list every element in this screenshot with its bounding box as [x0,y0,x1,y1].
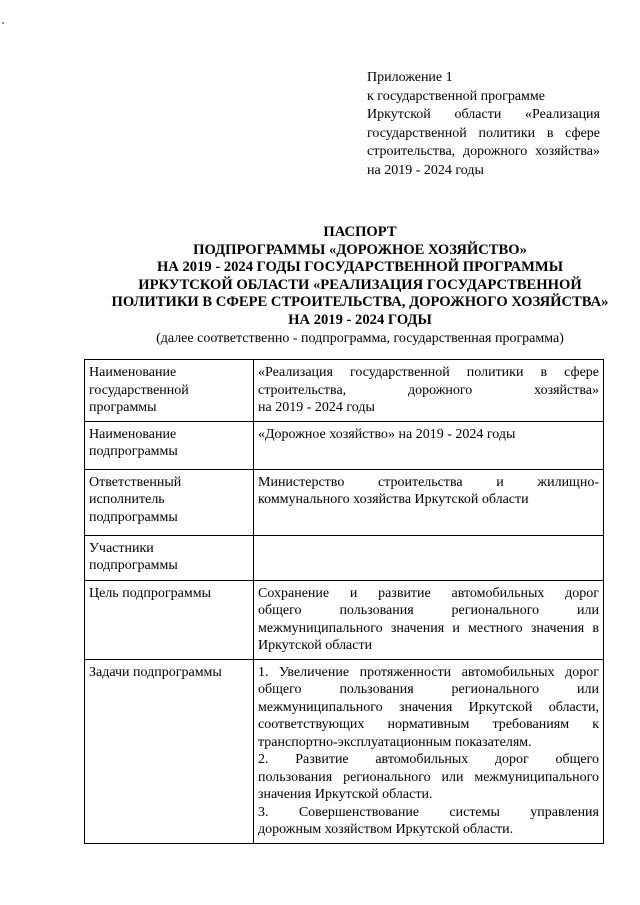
row-label [85,535,254,580]
document-subtitle: (далее соответственно - подпрограмма, государственная программа) [156,331,564,346]
row-label-line: Участники [89,540,154,556]
row-label [85,659,254,843]
row-value-line: «Дорожное хозяйство» на 2019 - 2024 годы [258,426,516,442]
appendix-line: государственной политики в сфере [367,125,600,141]
document-title [70,224,640,329]
row-label-line: Ответственный [89,474,182,490]
row-label [85,360,254,422]
row-value [254,659,604,843]
title-line: НА 2019 - 2024 ГОДЫ ГОСУДАРСТВЕННОЙ ПРОГРАММЫ [156,259,564,275]
table-row [85,659,604,843]
row-label [85,580,254,659]
appendix-line: Приложение 1 [367,70,453,85]
title-line: НА 2019 - 2024 ГОДЫ [288,311,432,328]
row-value-line: 3. Совершенствование системы управления [258,804,599,820]
row-value-line: межмуниципального значения и местного значения в [258,620,599,636]
table-row [85,580,604,659]
row-label-line: Задачи подпрограммы [89,664,222,680]
title-line: ПОДПРОГРАММЫ «ДОРОЖНОЕ ХОЗЯЙСТВО» [193,241,527,258]
title-line: ИРКУТСКОЙ ОБЛАСТИ «РЕАЛИЗАЦИЯ ГОСУДАРСТВЕННОЙ [138,276,582,293]
row-label-line: Цель подпрограммы [89,585,211,601]
row-value-line: Сохранение и развитие автомобильных дорог [258,585,599,601]
appendix-line: строительства, дорожного хозяйства» [367,144,600,159]
table-row [85,360,604,422]
row-value [254,535,604,580]
row-value-line: межмуниципального значения Иркутской области, [258,699,599,715]
row-label-line: государственной [89,382,189,398]
row-value-line: 2. Развитие автомобильных дорог общего [258,752,599,767]
row-value [254,469,604,535]
row-value-line: транспортно-эксплуатационным показателям. [258,734,532,750]
row-value-line: «Реализация государственной политики в сфере [258,365,599,380]
row-label [85,469,254,535]
row-value [254,421,604,469]
appendix-line: Иркутской области «Реализация [367,107,600,122]
row-label-line: подпрограммы [89,558,178,573]
row-label-line: Наименование [89,426,177,442]
row-value-line: строительства, дорожного хозяйства» [258,382,599,398]
appendix-line: к государственной программе [367,88,545,104]
row-value-line: Иркутской области [258,638,373,653]
row-value-line: дорожным хозяйством Иркутской области. [258,822,514,837]
row-value-line: значения Иркутской области. [258,787,433,802]
row-value-line: 1. Увеличение протяженности автомобильных дорог [258,664,599,680]
row-value-line: соответствующих нормативным требованиям к [258,717,599,732]
table-row [85,469,604,535]
row-value-line: общего пользования регионального или [258,603,599,618]
row-label-line: подпрограммы [89,444,178,459]
appendix-line: на 2019 - 2024 годы [367,162,484,178]
title-line: ПАСПОРТ [323,224,397,240]
row-value-line: на 2019 - 2024 годы [258,400,375,415]
row-label [85,421,254,469]
row-value-line: общего пользования регионального или [258,682,599,697]
appendix-note [367,69,600,180]
row-label-line: программы [89,400,157,415]
row-label-line: подпрограммы [89,509,178,525]
row-value [254,580,604,659]
row-value-line: коммунального хозяйства Иркутской области [258,492,529,507]
scan-mark [2,22,4,24]
title-line: ПОЛИТИКИ В СФЕРЕ СТРОИТЕЛЬСТВА, ДОРОЖНОГО ХОЗЯЙСТВА» [111,294,609,310]
row-value [254,360,604,422]
passport-table [84,359,604,844]
row-label-line: Наименование [89,365,177,380]
table-row [85,421,604,469]
row-value-line: пользования регионального или межмуниципального [258,769,599,785]
row-value-line: Министерство строительства и жилищно- [258,474,599,490]
row-label-line: исполнитель [89,492,165,507]
table-row [85,535,604,580]
